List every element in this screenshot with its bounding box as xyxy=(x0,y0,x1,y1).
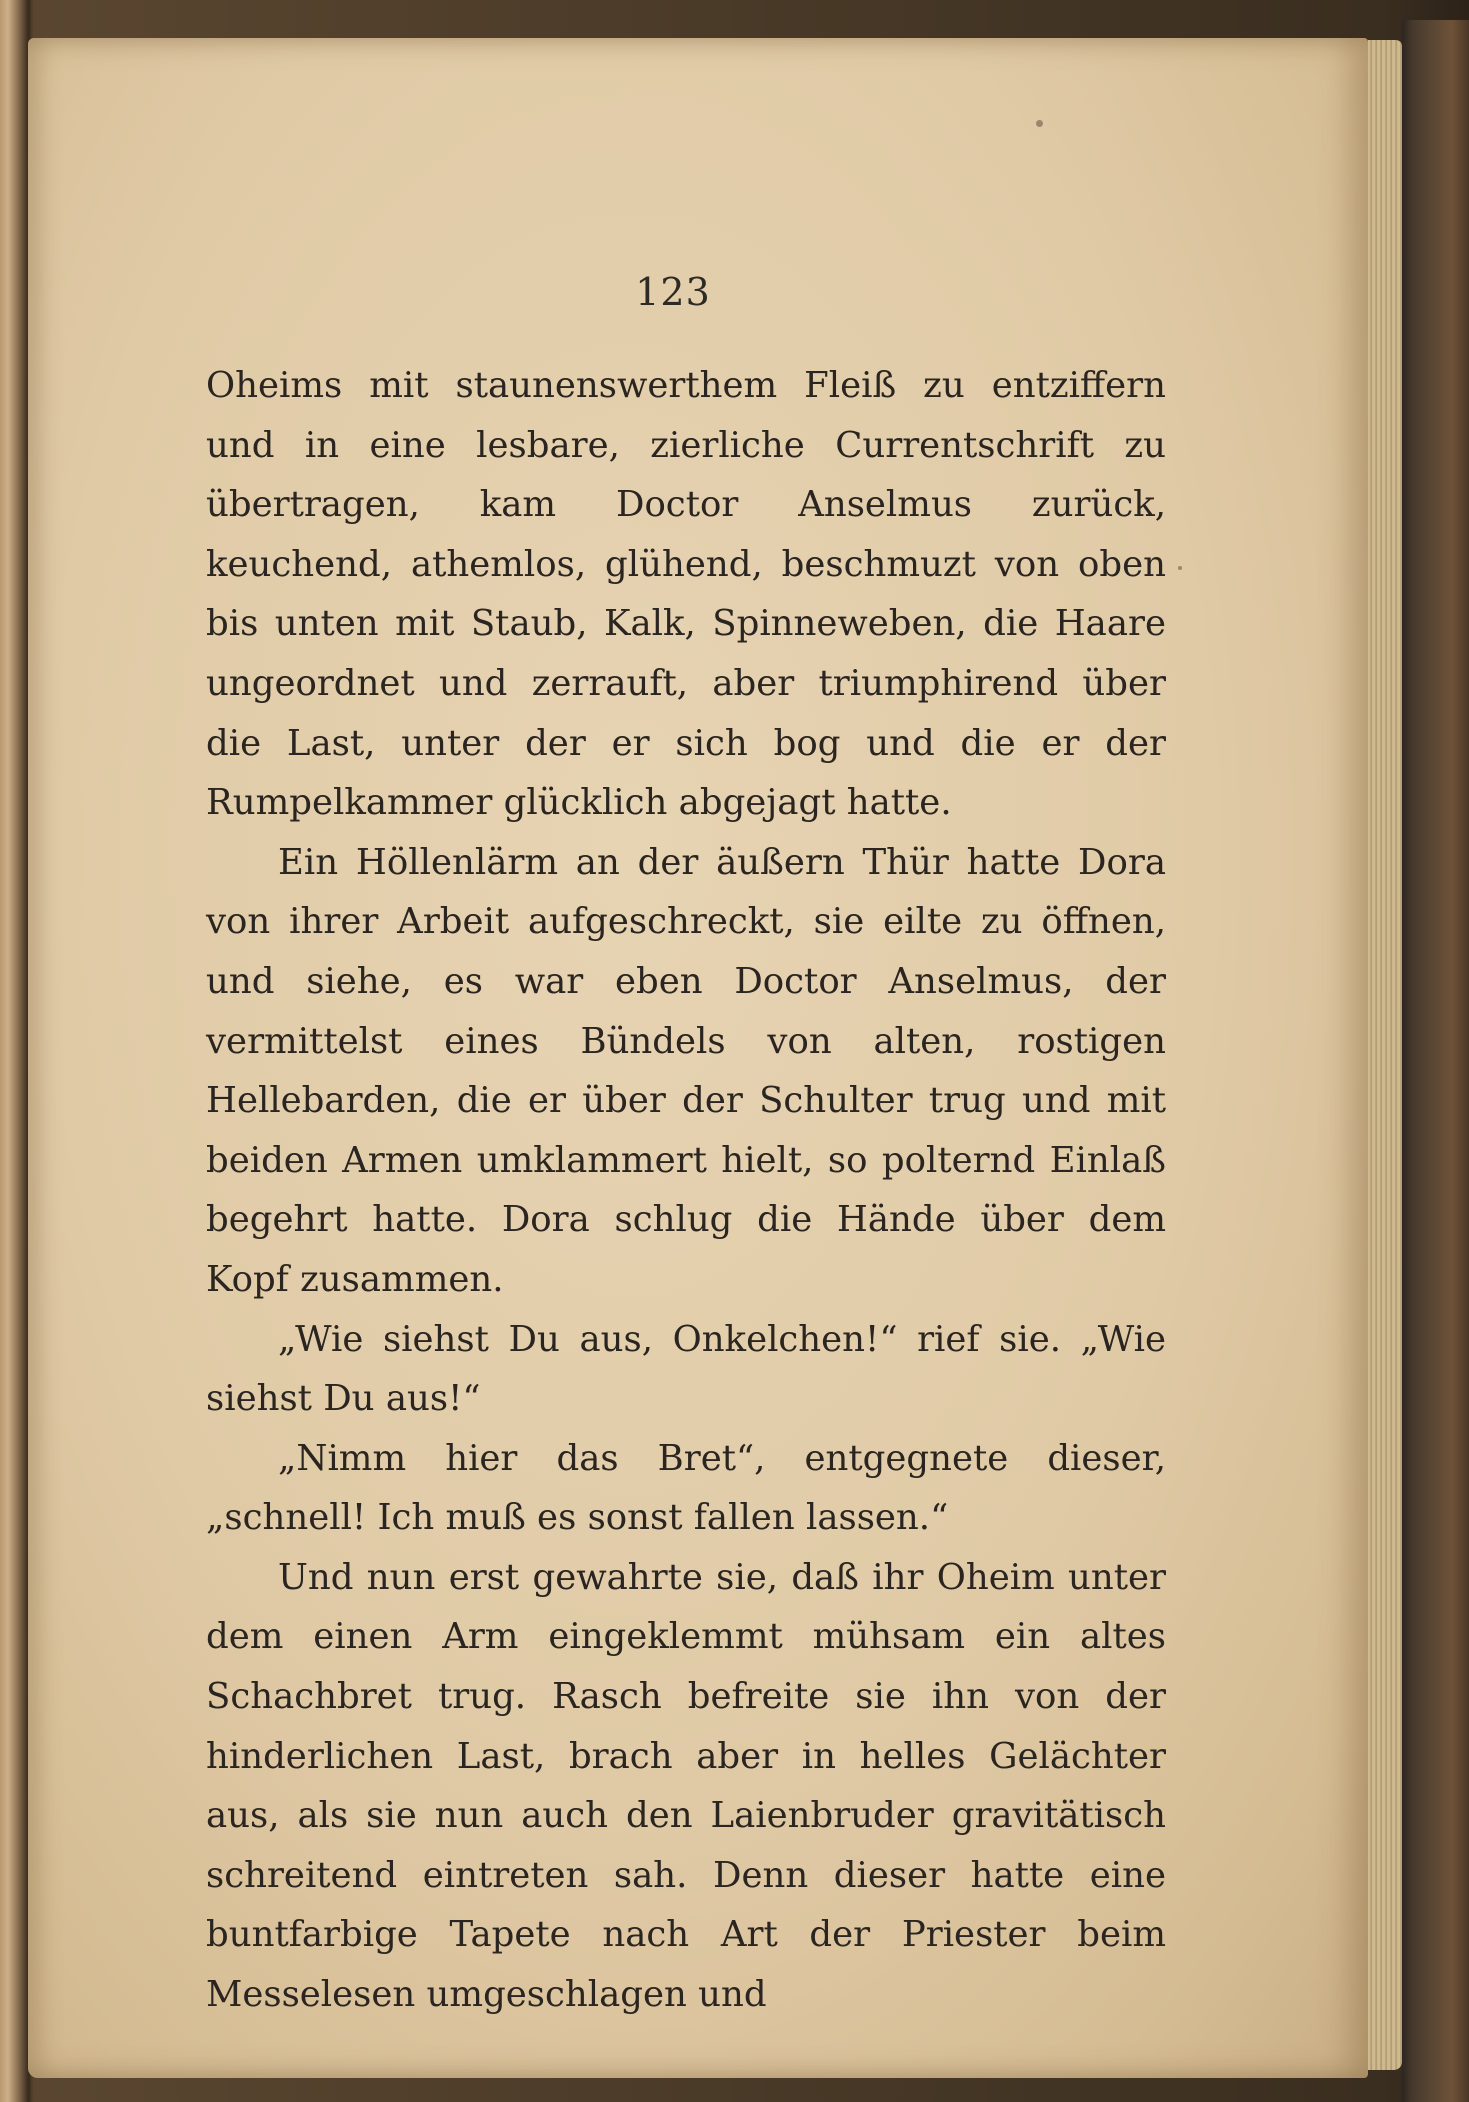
paragraph-5: Und nun erst gewahrte sie, daß ihr Oheim unter dem einen Arm eingeklemmt mühsam ein altes Schachbret trug. Rasch befreite sie ihn von der hinderlichen Last, brach aber in helles Gelächter aus, als sie nun auch den Laienbruder gravitätisch schreitend eintreten sah. Denn dieser hatte eine buntfarbige Tapete nach Art der Priester beim Messelesen umgeschlagen und xyxy=(206,1556,1166,2016)
paper-spot xyxy=(1036,120,1043,127)
paper-spot xyxy=(1178,566,1182,570)
paragraph-1: Oheims mit staunenswerthem Fleiß zu entziffern und in eine lesbare, zierliche Currentschrift zu übertragen, kam Doctor Anselmus zurück, keuchend, athemlos, glühend, beschmuzt von oben bis unten mit Staub, Kalk, Spinneweben, die Haare ungeordnet und zerrauft, aber triumphirend über die Last, unter der er sich bog und die er der Rumpelkammer glücklich abgejagt hatte. xyxy=(206,365,1166,824)
page-edges xyxy=(1368,40,1402,2070)
left-page-edge xyxy=(0,0,30,2102)
book-cover-edge xyxy=(1402,20,1469,2102)
paragraph-2: Ein Höllenlärm an der äußern Thür hatte Dora von ihrer Arbeit aufgeschreckt, sie eilte zu öffnen, und siehe, es war eben Doctor Anselmus, der vermittelst eines Bündels von alten, rostigen Hellebarden, die er über der Schulter trug und mit beiden Armen umklammert hielt, so polternd Einlaß begehrt hatte. Dora schlug die Hände über dem Kopf zusammen. xyxy=(206,841,1166,1300)
paragraph-3: „Wie siehst Du aus, Onkelchen!“ rief sie. „Wie siehst Du aus!“ xyxy=(206,1318,1166,1420)
book-page xyxy=(28,38,1368,2078)
paragraph-4: „Nimm hier das Bret“, entgegnete dieser, „schnell! Ich muß es sonst fallen lassen.“ xyxy=(206,1437,1166,1539)
body-text xyxy=(206,356,1166,2025)
page-number: 123 xyxy=(635,270,711,314)
